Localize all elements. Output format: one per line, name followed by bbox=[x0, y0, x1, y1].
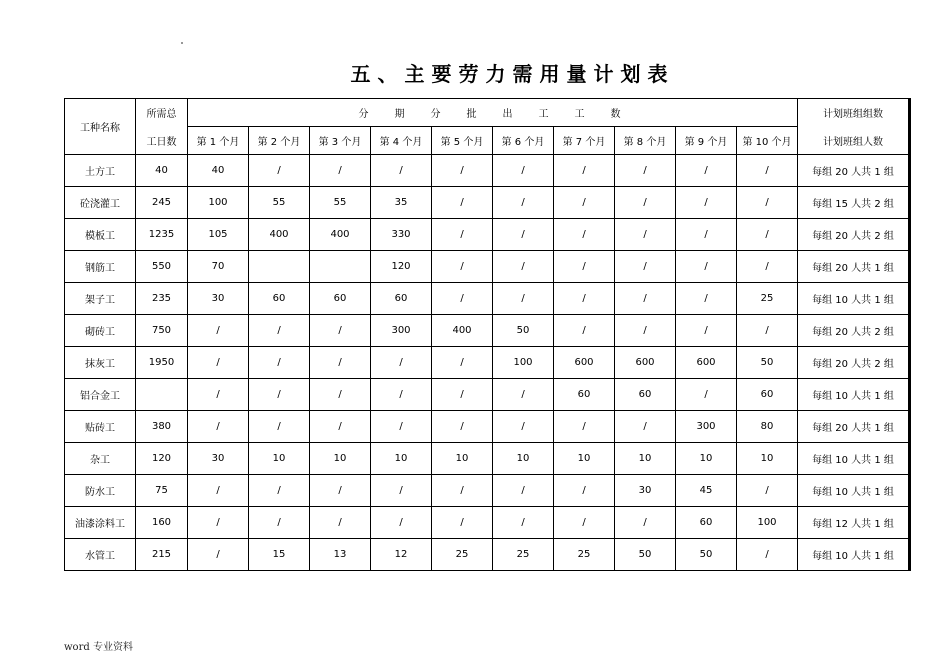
row-total-days bbox=[136, 379, 188, 411]
header-month-3: 第 3 个月 bbox=[310, 127, 371, 155]
row-month-9: / bbox=[676, 155, 737, 187]
row-month-8: / bbox=[615, 507, 676, 539]
table-row bbox=[65, 283, 910, 315]
row-month-4: 35 bbox=[371, 187, 432, 219]
row-month-9: 50 bbox=[676, 539, 737, 571]
row-month-5: / bbox=[432, 475, 493, 507]
row-plan: 每组 20 人共 2 组 bbox=[798, 315, 910, 347]
table-row bbox=[65, 539, 910, 571]
row-work-type: 防水工 bbox=[65, 475, 136, 507]
row-month-2: 400 bbox=[249, 219, 310, 251]
page-title: 五、主要劳力需用量计划表 bbox=[350, 62, 675, 86]
row-month-2: / bbox=[249, 379, 310, 411]
row-month-3: / bbox=[310, 411, 371, 443]
row-total-days: 75 bbox=[136, 475, 188, 507]
row-month-2: 15 bbox=[249, 539, 310, 571]
row-month-4: / bbox=[371, 379, 432, 411]
row-month-9: / bbox=[676, 187, 737, 219]
row-month-4: / bbox=[371, 411, 432, 443]
row-month-6: / bbox=[493, 507, 554, 539]
row-month-3: / bbox=[310, 379, 371, 411]
row-month-8: / bbox=[615, 155, 676, 187]
row-month-8: / bbox=[615, 219, 676, 251]
row-work-type: 砌砖工 bbox=[65, 315, 136, 347]
header-plan-top: 计划班组组数 bbox=[798, 99, 910, 127]
row-plan: 每组 20 人共 1 组 bbox=[798, 155, 910, 187]
row-total-days: 380 bbox=[136, 411, 188, 443]
row-work-type: 杂工 bbox=[65, 443, 136, 475]
row-month-8: / bbox=[615, 411, 676, 443]
row-month-4: 60 bbox=[371, 283, 432, 315]
row-month-6: 100 bbox=[493, 347, 554, 379]
row-month-2: / bbox=[249, 155, 310, 187]
row-month-6: / bbox=[493, 155, 554, 187]
row-month-2: / bbox=[249, 507, 310, 539]
row-work-type: 架子工 bbox=[65, 283, 136, 315]
header-total-top: 所需总 bbox=[136, 99, 188, 127]
row-plan: 每组 15 人共 2 组 bbox=[798, 187, 910, 219]
row-month-1: 30 bbox=[188, 443, 249, 475]
row-month-9: / bbox=[676, 379, 737, 411]
row-plan: 每组 10 人共 1 组 bbox=[798, 475, 910, 507]
row-month-4: 330 bbox=[371, 219, 432, 251]
row-total-days: 245 bbox=[136, 187, 188, 219]
row-month-7: / bbox=[554, 155, 615, 187]
row-month-3: / bbox=[310, 155, 371, 187]
header-total-bottom: 工日数 bbox=[136, 127, 188, 155]
row-month-2 bbox=[249, 251, 310, 283]
page-dot-mark bbox=[181, 42, 183, 44]
row-month-6: / bbox=[493, 219, 554, 251]
row-month-9: 300 bbox=[676, 411, 737, 443]
row-month-3: 55 bbox=[310, 187, 371, 219]
row-month-10: / bbox=[737, 315, 798, 347]
row-month-10: / bbox=[737, 251, 798, 283]
row-month-4: 120 bbox=[371, 251, 432, 283]
labor-plan-table bbox=[64, 98, 911, 571]
row-month-4: 300 bbox=[371, 315, 432, 347]
row-month-7: / bbox=[554, 251, 615, 283]
row-month-1: 30 bbox=[188, 283, 249, 315]
row-month-9: / bbox=[676, 283, 737, 315]
row-month-6: 10 bbox=[493, 443, 554, 475]
row-month-3: / bbox=[310, 475, 371, 507]
row-month-8: / bbox=[615, 283, 676, 315]
header-work-type: 工种名称 bbox=[65, 99, 136, 155]
row-month-2: / bbox=[249, 411, 310, 443]
row-month-5: / bbox=[432, 411, 493, 443]
row-month-2: 55 bbox=[249, 187, 310, 219]
row-month-7: / bbox=[554, 507, 615, 539]
table-row bbox=[65, 219, 910, 251]
header-month-7: 第 7 个月 bbox=[554, 127, 615, 155]
row-month-1: 40 bbox=[188, 155, 249, 187]
row-month-6: 50 bbox=[493, 315, 554, 347]
row-month-10: 100 bbox=[737, 507, 798, 539]
row-work-type: 模板工 bbox=[65, 219, 136, 251]
row-month-6: / bbox=[493, 411, 554, 443]
table-row bbox=[65, 347, 910, 379]
table-row bbox=[65, 379, 910, 411]
row-month-1: 105 bbox=[188, 219, 249, 251]
row-month-2: / bbox=[249, 315, 310, 347]
header-month-10: 第 10 个月 bbox=[737, 127, 798, 155]
row-month-5: 400 bbox=[432, 315, 493, 347]
row-month-8: / bbox=[615, 251, 676, 283]
table-row bbox=[65, 411, 910, 443]
row-work-type: 油漆涂料工 bbox=[65, 507, 136, 539]
row-month-8: 50 bbox=[615, 539, 676, 571]
row-month-6: / bbox=[493, 379, 554, 411]
table-row bbox=[65, 315, 910, 347]
row-month-9: 600 bbox=[676, 347, 737, 379]
row-month-10: 25 bbox=[737, 283, 798, 315]
row-plan: 每组 20 人共 1 组 bbox=[798, 251, 910, 283]
row-month-10: / bbox=[737, 539, 798, 571]
row-month-3 bbox=[310, 251, 371, 283]
row-month-3: / bbox=[310, 347, 371, 379]
row-month-9: / bbox=[676, 219, 737, 251]
row-month-5: / bbox=[432, 347, 493, 379]
table-row bbox=[65, 251, 910, 283]
row-month-8: 60 bbox=[615, 379, 676, 411]
row-month-7: 60 bbox=[554, 379, 615, 411]
row-work-type: 水管工 bbox=[65, 539, 136, 571]
row-month-1: / bbox=[188, 411, 249, 443]
row-month-9: 60 bbox=[676, 507, 737, 539]
header-month-6: 第 6 个月 bbox=[493, 127, 554, 155]
row-month-8: / bbox=[615, 315, 676, 347]
header-month-4: 第 4 个月 bbox=[371, 127, 432, 155]
row-month-7: 600 bbox=[554, 347, 615, 379]
table-row bbox=[65, 507, 910, 539]
row-month-7: / bbox=[554, 187, 615, 219]
row-month-1: / bbox=[188, 347, 249, 379]
row-month-3: / bbox=[310, 507, 371, 539]
header-month-9: 第 9 个月 bbox=[676, 127, 737, 155]
row-month-5: / bbox=[432, 187, 493, 219]
row-month-5: / bbox=[432, 219, 493, 251]
row-total-days: 160 bbox=[136, 507, 188, 539]
row-month-4: / bbox=[371, 347, 432, 379]
row-plan: 每组 10 人共 1 组 bbox=[798, 283, 910, 315]
row-month-9: 45 bbox=[676, 475, 737, 507]
row-month-1: / bbox=[188, 379, 249, 411]
row-work-type: 钢筋工 bbox=[65, 251, 136, 283]
row-month-7: 10 bbox=[554, 443, 615, 475]
row-month-10: 50 bbox=[737, 347, 798, 379]
row-month-5: / bbox=[432, 155, 493, 187]
row-month-7: / bbox=[554, 475, 615, 507]
row-month-4: / bbox=[371, 155, 432, 187]
table-row bbox=[65, 187, 910, 219]
row-month-6: / bbox=[493, 283, 554, 315]
row-month-3: / bbox=[310, 315, 371, 347]
row-month-5: / bbox=[432, 251, 493, 283]
row-month-6: / bbox=[493, 251, 554, 283]
row-total-days: 40 bbox=[136, 155, 188, 187]
row-month-5: 25 bbox=[432, 539, 493, 571]
row-month-1: / bbox=[188, 315, 249, 347]
row-month-10: 80 bbox=[737, 411, 798, 443]
row-total-days: 120 bbox=[136, 443, 188, 475]
row-month-9: / bbox=[676, 251, 737, 283]
row-month-1: / bbox=[188, 507, 249, 539]
header-period: 分期分批出工工数 bbox=[188, 99, 798, 127]
header-month-8: 第 8 个月 bbox=[615, 127, 676, 155]
row-plan: 每组 12 人共 1 组 bbox=[798, 507, 910, 539]
row-month-3: 13 bbox=[310, 539, 371, 571]
row-month-7: / bbox=[554, 411, 615, 443]
header-month-1: 第 1 个月 bbox=[188, 127, 249, 155]
row-work-type: 抹灰工 bbox=[65, 347, 136, 379]
row-month-7: / bbox=[554, 315, 615, 347]
row-month-8: 30 bbox=[615, 475, 676, 507]
row-work-type: 贴砖工 bbox=[65, 411, 136, 443]
row-month-8: 10 bbox=[615, 443, 676, 475]
row-month-7: 25 bbox=[554, 539, 615, 571]
row-month-4: / bbox=[371, 475, 432, 507]
row-total-days: 1235 bbox=[136, 219, 188, 251]
table-row bbox=[65, 443, 910, 475]
row-month-5: 10 bbox=[432, 443, 493, 475]
row-month-1: 100 bbox=[188, 187, 249, 219]
row-month-2: / bbox=[249, 347, 310, 379]
row-month-4: / bbox=[371, 507, 432, 539]
header-month-5: 第 5 个月 bbox=[432, 127, 493, 155]
row-work-type: 砼浇灌工 bbox=[65, 187, 136, 219]
row-month-5: / bbox=[432, 283, 493, 315]
row-total-days: 550 bbox=[136, 251, 188, 283]
row-month-10: 60 bbox=[737, 379, 798, 411]
row-month-10: 10 bbox=[737, 443, 798, 475]
row-month-3: 400 bbox=[310, 219, 371, 251]
row-month-6: / bbox=[493, 475, 554, 507]
row-plan: 每组 10 人共 1 组 bbox=[798, 379, 910, 411]
row-month-2: / bbox=[249, 475, 310, 507]
row-total-days: 1950 bbox=[136, 347, 188, 379]
row-month-10: / bbox=[737, 155, 798, 187]
row-month-8: 600 bbox=[615, 347, 676, 379]
row-month-1: / bbox=[188, 539, 249, 571]
row-month-8: / bbox=[615, 187, 676, 219]
row-month-7: / bbox=[554, 283, 615, 315]
row-plan: 每组 20 人共 2 组 bbox=[798, 219, 910, 251]
table-row bbox=[65, 475, 910, 507]
row-month-6: / bbox=[493, 187, 554, 219]
row-month-3: 60 bbox=[310, 283, 371, 315]
row-month-4: 12 bbox=[371, 539, 432, 571]
header-month-2: 第 2 个月 bbox=[249, 127, 310, 155]
row-month-4: 10 bbox=[371, 443, 432, 475]
row-month-2: 60 bbox=[249, 283, 310, 315]
row-plan: 每组 20 人共 1 组 bbox=[798, 411, 910, 443]
row-total-days: 750 bbox=[136, 315, 188, 347]
header-plan-bottom: 计划班组人数 bbox=[798, 127, 910, 155]
footer-text: word 专业资料 bbox=[64, 642, 133, 653]
row-month-2: 10 bbox=[249, 443, 310, 475]
row-month-3: 10 bbox=[310, 443, 371, 475]
row-month-9: / bbox=[676, 315, 737, 347]
table-row bbox=[65, 155, 910, 187]
row-month-1: 70 bbox=[188, 251, 249, 283]
row-plan: 每组 20 人共 2 组 bbox=[798, 347, 910, 379]
row-month-9: 10 bbox=[676, 443, 737, 475]
row-month-5: / bbox=[432, 507, 493, 539]
row-work-type: 铝合金工 bbox=[65, 379, 136, 411]
row-month-7: / bbox=[554, 219, 615, 251]
row-plan: 每组 10 人共 1 组 bbox=[798, 539, 910, 571]
row-month-10: / bbox=[737, 187, 798, 219]
row-month-5: / bbox=[432, 379, 493, 411]
row-month-1: / bbox=[188, 475, 249, 507]
row-total-days: 235 bbox=[136, 283, 188, 315]
row-total-days: 215 bbox=[136, 539, 188, 571]
row-plan: 每组 10 人共 1 组 bbox=[798, 443, 910, 475]
row-month-6: 25 bbox=[493, 539, 554, 571]
row-month-10: / bbox=[737, 219, 798, 251]
row-month-10: / bbox=[737, 475, 798, 507]
row-work-type: 土方工 bbox=[65, 155, 136, 187]
